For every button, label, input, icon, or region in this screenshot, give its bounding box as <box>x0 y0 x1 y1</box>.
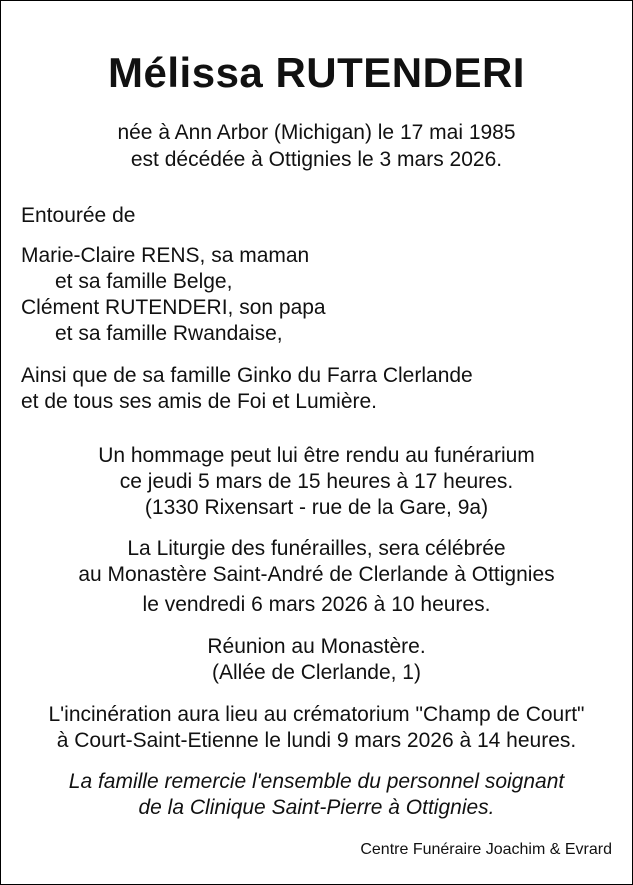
homage-address: (1330 Rixensart - rue de la Gare, 9a) <box>144 496 489 519</box>
liturgy-line: le vendredi 6 mars 2026 à 10 heures. <box>142 593 491 616</box>
family-line: et sa famille Belge, <box>55 270 233 293</box>
homage-line: Un hommage peut lui être rendu au funérarium <box>98 444 535 467</box>
death-line: est décédée à Ottignies le 3 mars 2026. <box>130 148 503 171</box>
homage-line: ce jeudi 5 mars de 15 heures à 17 heures. <box>119 470 514 493</box>
thanks-line: La famille remercie l'ensemble du personnel soignant <box>68 770 565 793</box>
reunion-address: (Allée de Clerlande, 1) <box>212 661 421 684</box>
thanks-line: de la Clinique Saint-Pierre à Ottignies. <box>138 796 495 819</box>
family-line: Clément RUTENDERI, son papa <box>21 296 326 319</box>
liturgy-line: au Monastère Saint-André de Clerlande à Ottignies <box>78 563 555 586</box>
liturgy-line: La Liturgie des funérailles, sera célébrée <box>127 537 506 560</box>
family-line: et sa famille Rwandaise, <box>55 322 283 345</box>
surrounded-by-label: Entourée de <box>21 204 136 227</box>
birth-line: née à Ann Arbor (Michigan) le 17 mai 1985 <box>117 121 516 144</box>
reunion-line: Réunion au Monastère. <box>207 635 426 658</box>
funeral-home: Centre Funéraire Joachim & Evrard <box>360 841 612 858</box>
family-line: Marie-Claire RENS, sa maman <box>21 244 310 267</box>
extended-family-line: Ainsi que de sa famille Ginko du Farra Clerlande <box>21 364 473 387</box>
incineration-line: L'incinération aura lieu au crématorium "Champ de Court" <box>48 703 585 726</box>
incineration-line: à Court-Saint-Etienne le lundi 9 mars 2026 à 14 heures. <box>56 729 577 752</box>
deceased-name: Mélissa RUTENDERI <box>108 49 525 96</box>
extended-family-line: et de tous ses amis de Foi et Lumière. <box>21 390 378 413</box>
